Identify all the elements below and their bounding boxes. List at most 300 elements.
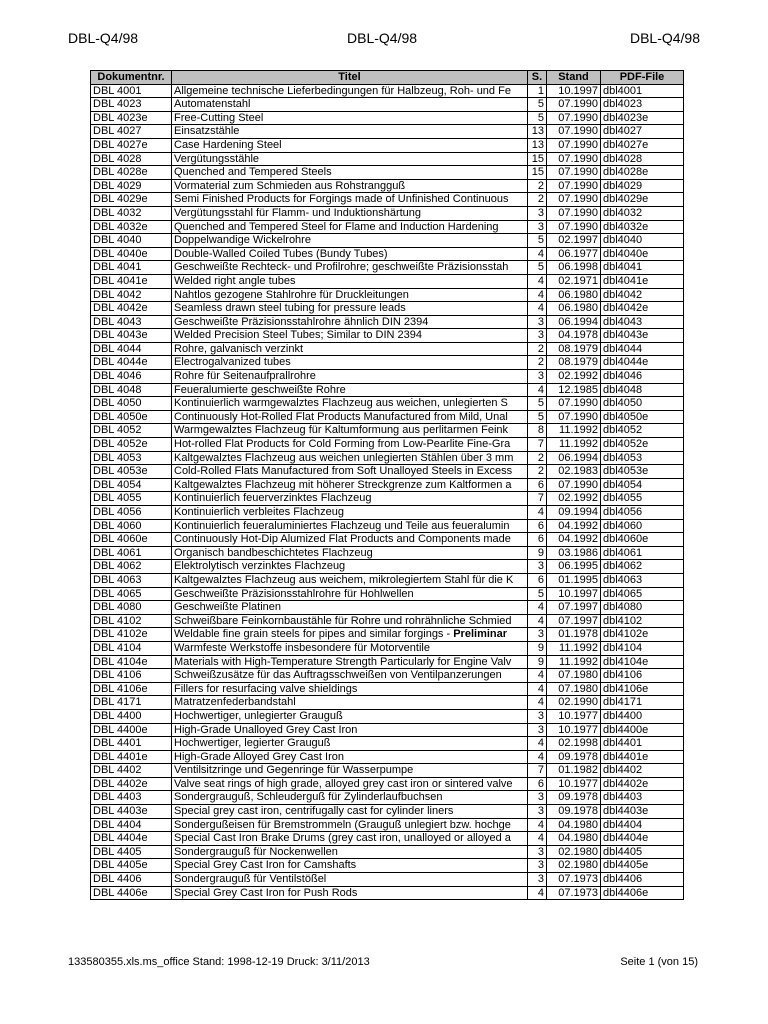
table-row xyxy=(91,845,684,859)
table-row xyxy=(91,125,684,139)
cell-stand: 07.1997 xyxy=(547,601,601,615)
cell-titel: Schweißbare Feinkornbaustähle für Rohre und rohrähnliche Schmied xyxy=(172,614,528,628)
cell-seiten: 3 xyxy=(528,791,547,805)
cell-dokumentnr: DBL 4405e xyxy=(91,859,172,873)
table-row xyxy=(91,274,684,288)
cell-pdf-file: dbl4023 xyxy=(601,98,684,112)
cell-dokumentnr: DBL 4040e xyxy=(91,247,172,261)
cell-dokumentnr: DBL 4032e xyxy=(91,220,172,234)
cell-seiten: 7 xyxy=(528,764,547,778)
cell-titel: Semi Finished Products for Forgings made of Unfinished Continuous xyxy=(172,193,528,207)
cell-dokumentnr: DBL 4104e xyxy=(91,655,172,669)
cell-seiten: 4 xyxy=(528,832,547,846)
cell-titel: Nahtlos gezogene Stahlrohre für Druckleitungen xyxy=(172,288,528,302)
cell-dokumentnr: DBL 4032 xyxy=(91,206,172,220)
cell-seiten: 3 xyxy=(528,370,547,384)
cell-pdf-file: dbl4104 xyxy=(601,641,684,655)
cell-titel: Warmgewalztes Flachzeug für Kaltumformung aus perlitarmen Feink xyxy=(172,424,528,438)
cell-stand: 07.1990 xyxy=(547,125,601,139)
cell-pdf-file: dbl4065 xyxy=(601,587,684,601)
cell-titel: Quenched and Tempered Steels xyxy=(172,166,528,180)
cell-stand: 11.1992 xyxy=(547,655,601,669)
cell-titel: Allgemeine technische Lieferbedingungen für Halbzeug, Roh- und Fe xyxy=(172,84,528,98)
cell-titel: Continuously Hot-Dip Alumized Flat Products and Components made xyxy=(172,533,528,547)
cell-dokumentnr: DBL 4404e xyxy=(91,832,172,846)
cell-dokumentnr: DBL 4001 xyxy=(91,84,172,98)
cell-seiten: 5 xyxy=(528,111,547,125)
table-row xyxy=(91,465,684,479)
table-row xyxy=(91,723,684,737)
cell-seiten: 6 xyxy=(528,533,547,547)
cell-stand: 07.1990 xyxy=(547,152,601,166)
cell-pdf-file: dbl4042e xyxy=(601,302,684,316)
cell-seiten: 6 xyxy=(528,777,547,791)
table-row xyxy=(91,560,684,574)
cell-stand: 09.1978 xyxy=(547,750,601,764)
cell-dokumentnr: DBL 4060e xyxy=(91,533,172,547)
cell-pdf-file: dbl4044 xyxy=(601,342,684,356)
table-row xyxy=(91,206,684,220)
cell-titel: Hochwertiger, legierter Grauguß xyxy=(172,737,528,751)
cell-stand: 01.1982 xyxy=(547,764,601,778)
table-row xyxy=(91,546,684,560)
cell-titel: Kaltgewalztes Flachzeug aus weichen unlegierten Stählen über 3 mm xyxy=(172,451,528,465)
table-row xyxy=(91,397,684,411)
table-row xyxy=(91,288,684,302)
table-row xyxy=(91,873,684,887)
cell-pdf-file: dbl4106 xyxy=(601,669,684,683)
cell-seiten: 9 xyxy=(528,641,547,655)
table-row xyxy=(91,832,684,846)
cell-dokumentnr: DBL 4023 xyxy=(91,98,172,112)
cell-dokumentnr: DBL 4106e xyxy=(91,682,172,696)
cell-dokumentnr: DBL 4043e xyxy=(91,329,172,343)
cell-seiten: 6 xyxy=(528,519,547,533)
cell-seiten: 7 xyxy=(528,492,547,506)
cell-titel: Fillers for resurfacing valve shieldings xyxy=(172,682,528,696)
cell-seiten: 4 xyxy=(528,818,547,832)
footer-page-number: Seite 1 (von 15) xyxy=(620,956,698,968)
cell-seiten: 4 xyxy=(528,274,547,288)
cell-stand: 07.1990 xyxy=(547,138,601,152)
cell-pdf-file: dbl4060 xyxy=(601,519,684,533)
cell-stand: 02.1971 xyxy=(547,274,601,288)
cell-seiten: 5 xyxy=(528,587,547,601)
cell-titel: Hot-rolled Flat Products for Cold Forming from Low-Pearlite Fine-Gra xyxy=(172,438,528,452)
cell-pdf-file: dbl4060e xyxy=(601,533,684,547)
cell-pdf-file: dbl4403 xyxy=(601,791,684,805)
cell-stand: 02.1997 xyxy=(547,234,601,248)
cell-stand: 02.1998 xyxy=(547,737,601,751)
cell-dokumentnr: DBL 4041 xyxy=(91,261,172,275)
cell-stand: 04.1992 xyxy=(547,533,601,547)
cell-seiten: 2 xyxy=(528,465,547,479)
cell-titel: High-Grade Unalloyed Grey Cast Iron xyxy=(172,723,528,737)
cell-pdf-file: dbl4032 xyxy=(601,206,684,220)
cell-seiten: 2 xyxy=(528,193,547,207)
cell-seiten: 4 xyxy=(528,601,547,615)
table-row xyxy=(91,886,684,900)
cell-dokumentnr: DBL 4052e xyxy=(91,438,172,452)
cell-seiten: 3 xyxy=(528,709,547,723)
table-row xyxy=(91,315,684,329)
table-row xyxy=(91,737,684,751)
cell-stand: 02.1992 xyxy=(547,492,601,506)
cell-dokumentnr: DBL 4404 xyxy=(91,818,172,832)
cell-seiten: 4 xyxy=(528,247,547,261)
cell-titel: Special grey cast iron, centrifugally cast for cylinder liners xyxy=(172,805,528,819)
cell-stand: 09.1978 xyxy=(547,805,601,819)
cell-dokumentnr: DBL 4104 xyxy=(91,641,172,655)
cell-titel: Sondergrauguß für Nockenwellen xyxy=(172,845,528,859)
cell-pdf-file: dbl4050e xyxy=(601,410,684,424)
col-header-stand: Stand xyxy=(547,71,601,85)
cell-titel: Feueralumierte geschweißte Rohre xyxy=(172,383,528,397)
cell-stand: 04.1978 xyxy=(547,329,601,343)
cell-pdf-file: dbl4053 xyxy=(601,451,684,465)
cell-pdf-file: dbl4040e xyxy=(601,247,684,261)
cell-dokumentnr: DBL 4401 xyxy=(91,737,172,751)
cell-titel: High-Grade Alloyed Grey Cast Iron xyxy=(172,750,528,764)
cell-titel: Schweißzusätze für das Auftragsschweißen von Ventilpanzerungen xyxy=(172,669,528,683)
cell-pdf-file: dbl4062 xyxy=(601,560,684,574)
cell-dokumentnr: DBL 4065 xyxy=(91,587,172,601)
cell-seiten: 2 xyxy=(528,356,547,370)
cell-titel: Hochwertiger, unlegierter Grauguß xyxy=(172,709,528,723)
cell-pdf-file: dbl4055 xyxy=(601,492,684,506)
cell-pdf-file: dbl4102e xyxy=(601,628,684,642)
cell-dokumentnr: DBL 4102e xyxy=(91,628,172,642)
table-row xyxy=(91,370,684,384)
cell-titel: Geschweißte Rechteck- und Profilrohre; geschweißte Präzisionsstah xyxy=(172,261,528,275)
cell-stand: 09.1994 xyxy=(547,506,601,520)
col-header-titel: Titel xyxy=(172,71,528,85)
cell-titel: Vergütungsstahl für Flamm- und Induktionshärtung xyxy=(172,206,528,220)
cell-pdf-file: dbl4403e xyxy=(601,805,684,819)
cell-stand: 07.1990 xyxy=(547,179,601,193)
table-row xyxy=(91,859,684,873)
cell-stand: 07.1997 xyxy=(547,614,601,628)
cell-stand: 11.1992 xyxy=(547,438,601,452)
cell-stand: 04.1980 xyxy=(547,818,601,832)
cell-titel: Kontinuierlich verbleites Flachzeug xyxy=(172,506,528,520)
table-row xyxy=(91,506,684,520)
cell-pdf-file: dbl4043e xyxy=(601,329,684,343)
cell-stand: 07.1973 xyxy=(547,873,601,887)
cell-titel: Kontinuierlich feuerverzinktes Flachzeug xyxy=(172,492,528,506)
cell-dokumentnr: DBL 4052 xyxy=(91,424,172,438)
cell-seiten: 4 xyxy=(528,696,547,710)
cell-stand: 07.1990 xyxy=(547,397,601,411)
cell-titel: Vormaterial zum Schmieden aus Rohstrangguß xyxy=(172,179,528,193)
cell-titel: Materials with High-Temperature Strength Particularly for Engine Valv xyxy=(172,655,528,669)
cell-seiten: 3 xyxy=(528,628,547,642)
cell-seiten: 13 xyxy=(528,138,547,152)
table-row xyxy=(91,628,684,642)
table-row xyxy=(91,478,684,492)
cell-dokumentnr: DBL 4063 xyxy=(91,573,172,587)
cell-pdf-file: dbl4046 xyxy=(601,370,684,384)
cell-stand: 04.1980 xyxy=(547,832,601,846)
cell-pdf-file: dbl4401e xyxy=(601,750,684,764)
cell-seiten: 2 xyxy=(528,451,547,465)
cell-pdf-file: dbl4032e xyxy=(601,220,684,234)
cell-stand: 07.1990 xyxy=(547,478,601,492)
cell-titel: Rohre für Seitenaufprallrohre xyxy=(172,370,528,384)
cell-dokumentnr: DBL 4050 xyxy=(91,397,172,411)
cell-dokumentnr: DBL 4402e xyxy=(91,777,172,791)
cell-pdf-file: dbl4053e xyxy=(601,465,684,479)
cell-stand: 07.1990 xyxy=(547,166,601,180)
cell-pdf-file: dbl4050 xyxy=(601,397,684,411)
cell-dokumentnr: DBL 4042 xyxy=(91,288,172,302)
cell-dokumentnr: DBL 4042e xyxy=(91,302,172,316)
cell-titel: Electrogalvanized tubes xyxy=(172,356,528,370)
cell-seiten: 6 xyxy=(528,478,547,492)
table-row xyxy=(91,777,684,791)
cell-pdf-file: dbl4052e xyxy=(601,438,684,452)
cell-dokumentnr: DBL 4405 xyxy=(91,845,172,859)
cell-seiten: 4 xyxy=(528,506,547,520)
cell-pdf-file: dbl4044e xyxy=(601,356,684,370)
cell-pdf-file: dbl4063 xyxy=(601,573,684,587)
cell-stand: 10.1977 xyxy=(547,723,601,737)
cell-seiten: 4 xyxy=(528,737,547,751)
cell-seiten: 7 xyxy=(528,438,547,452)
cell-titel: Organisch bandbeschichtetes Flachzeug xyxy=(172,546,528,560)
cell-stand: 10.1977 xyxy=(547,709,601,723)
cell-seiten: 5 xyxy=(528,98,547,112)
cell-pdf-file: dbl4402e xyxy=(601,777,684,791)
cell-dokumentnr: DBL 4044e xyxy=(91,356,172,370)
cell-pdf-file: dbl4052 xyxy=(601,424,684,438)
table-row xyxy=(91,247,684,261)
col-header-seiten: S. xyxy=(528,71,547,85)
cell-dokumentnr: DBL 4400 xyxy=(91,709,172,723)
table-row xyxy=(91,669,684,683)
cell-titel: Automatenstahl xyxy=(172,98,528,112)
cell-titel: Elektrolytisch verzinktes Flachzeug xyxy=(172,560,528,574)
cell-dokumentnr: DBL 4406e xyxy=(91,886,172,900)
cell-seiten: 5 xyxy=(528,234,547,248)
table-row xyxy=(91,533,684,547)
cell-pdf-file: dbl4104e xyxy=(601,655,684,669)
cell-dokumentnr: DBL 4041e xyxy=(91,274,172,288)
cell-titel: Geschweißte Präzisionsstahlrohre ähnlich DIN 2394 xyxy=(172,315,528,329)
cell-dokumentnr: DBL 4046 xyxy=(91,370,172,384)
cell-titel: Kontinuierlich warmgewalztes Flachzeug aus weichen, unlegierten S xyxy=(172,397,528,411)
cell-stand: 06.1980 xyxy=(547,288,601,302)
cell-pdf-file: dbl4400e xyxy=(601,723,684,737)
table-row xyxy=(91,601,684,615)
cell-stand: 01.1978 xyxy=(547,628,601,642)
cell-seiten: 5 xyxy=(528,261,547,275)
cell-seiten: 4 xyxy=(528,886,547,900)
cell-titel: Welded right angle tubes xyxy=(172,274,528,288)
cell-dokumentnr: DBL 4106 xyxy=(91,669,172,683)
table-row xyxy=(91,193,684,207)
table-row xyxy=(91,438,684,452)
cell-stand: 06.1998 xyxy=(547,261,601,275)
cell-seiten: 4 xyxy=(528,302,547,316)
cell-seiten: 2 xyxy=(528,342,547,356)
cell-stand: 07.1990 xyxy=(547,98,601,112)
table-row xyxy=(91,179,684,193)
cell-dokumentnr: DBL 4062 xyxy=(91,560,172,574)
cell-stand: 08.1979 xyxy=(547,356,601,370)
cell-seiten: 4 xyxy=(528,750,547,764)
cell-dokumentnr: DBL 4050e xyxy=(91,410,172,424)
cell-stand: 11.1992 xyxy=(547,641,601,655)
cell-titel: Special Cast Iron Brake Drums (grey cast iron, unalloyed or alloyed a xyxy=(172,832,528,846)
cell-seiten: 3 xyxy=(528,873,547,887)
table-row xyxy=(91,424,684,438)
cell-pdf-file: dbl4404 xyxy=(601,818,684,832)
cell-titel: Vergütungsstähle xyxy=(172,152,528,166)
cell-dokumentnr: DBL 4403 xyxy=(91,791,172,805)
cell-stand: 02.1980 xyxy=(547,859,601,873)
cell-stand: 02.1992 xyxy=(547,370,601,384)
cell-stand: 12.1985 xyxy=(547,383,601,397)
cell-seiten: 3 xyxy=(528,859,547,873)
cell-stand: 10.1997 xyxy=(547,587,601,601)
cell-titel: Case Hardening Steel xyxy=(172,138,528,152)
cell-pdf-file: dbl4406e xyxy=(601,886,684,900)
table-row xyxy=(91,234,684,248)
cell-stand: 07.1980 xyxy=(547,669,601,683)
cell-pdf-file: dbl4041 xyxy=(601,261,684,275)
cell-pdf-file: dbl4102 xyxy=(601,614,684,628)
cell-stand: 07.1990 xyxy=(547,193,601,207)
cell-dokumentnr: DBL 4027e xyxy=(91,138,172,152)
cell-pdf-file: dbl4048 xyxy=(601,383,684,397)
cell-dokumentnr: DBL 4053e xyxy=(91,465,172,479)
col-header-pdf-file: PDF-File xyxy=(601,71,684,85)
cell-stand: 07.1990 xyxy=(547,410,601,424)
cell-stand: 03.1986 xyxy=(547,546,601,560)
cell-titel: Seamless drawn steel tubing for pressure leads xyxy=(172,302,528,316)
cell-pdf-file: dbl4027 xyxy=(601,125,684,139)
cell-titel: Sondergrauguß für Ventilstößel xyxy=(172,873,528,887)
cell-seiten: 3 xyxy=(528,206,547,220)
cell-dokumentnr: DBL 4028 xyxy=(91,152,172,166)
table-row xyxy=(91,84,684,98)
cell-seiten: 4 xyxy=(528,669,547,683)
cell-seiten: 3 xyxy=(528,220,547,234)
cell-stand: 02.1980 xyxy=(547,845,601,859)
cell-dokumentnr: DBL 4029 xyxy=(91,179,172,193)
cell-seiten: 3 xyxy=(528,723,547,737)
cell-seiten: 5 xyxy=(528,410,547,424)
cell-seiten: 3 xyxy=(528,329,547,343)
cell-titel: Cold-Rolled Flats Manufactured from Soft Unalloyed Steels in Excess xyxy=(172,465,528,479)
cell-pdf-file: dbl4040 xyxy=(601,234,684,248)
cell-titel: Kontinuierlich feueraluminiertes Flachzeug und Teile aus feueralumin xyxy=(172,519,528,533)
cell-titel: Welded Precision Steel Tubes; Similar to DIN 2394 xyxy=(172,329,528,343)
cell-seiten: 4 xyxy=(528,288,547,302)
cell-stand: 02.1983 xyxy=(547,465,601,479)
cell-stand: 07.1973 xyxy=(547,886,601,900)
cell-dokumentnr: DBL 4402 xyxy=(91,764,172,778)
table-row xyxy=(91,356,684,370)
cell-pdf-file: dbl4028e xyxy=(601,166,684,180)
cell-dokumentnr: DBL 4048 xyxy=(91,383,172,397)
cell-titel: Special Grey Cast Iron for Camshafts xyxy=(172,859,528,873)
cell-seiten: 4 xyxy=(528,682,547,696)
cell-dokumentnr: DBL 4080 xyxy=(91,601,172,615)
cell-pdf-file: dbl4080 xyxy=(601,601,684,615)
cell-pdf-file: dbl4400 xyxy=(601,709,684,723)
cell-titel: Kaltgewalztes Flachzeug mit höherer Streckgrenze zum Kaltformen a xyxy=(172,478,528,492)
cell-stand: 07.1990 xyxy=(547,220,601,234)
cell-titel: Sondergußeisen für Bremstrommeln (Grauguß unlegiert bzw. hochge xyxy=(172,818,528,832)
table-header-row xyxy=(91,71,684,85)
cell-dokumentnr: DBL 4043 xyxy=(91,315,172,329)
cell-dokumentnr: DBL 4102 xyxy=(91,614,172,628)
table-row xyxy=(91,696,684,710)
cell-titel: Warmfeste Werkstoffe insbesondere für Motorventile xyxy=(172,641,528,655)
cell-titel: Matratzenfederbandstahl xyxy=(172,696,528,710)
table-row xyxy=(91,138,684,152)
cell-pdf-file: dbl4056 xyxy=(601,506,684,520)
cell-dokumentnr: DBL 4403e xyxy=(91,805,172,819)
cell-titel: Sondergrauguß, Schleuderguß für Zylinderlaufbuchsen xyxy=(172,791,528,805)
cell-seiten: 15 xyxy=(528,166,547,180)
cell-pdf-file: dbl4406 xyxy=(601,873,684,887)
cell-titel: Kaltgewalztes Flachzeug aus weichem, mikrolegiertem Stahl für die K xyxy=(172,573,528,587)
cell-pdf-file: dbl4041e xyxy=(601,274,684,288)
table-row xyxy=(91,519,684,533)
table-row xyxy=(91,329,684,343)
cell-stand: 10.1997 xyxy=(547,84,601,98)
cell-stand: 10.1977 xyxy=(547,777,601,791)
cell-pdf-file: dbl4405e xyxy=(601,859,684,873)
cell-dokumentnr: DBL 4028e xyxy=(91,166,172,180)
table-row xyxy=(91,302,684,316)
cell-dokumentnr: DBL 4171 xyxy=(91,696,172,710)
cell-dokumentnr: DBL 4044 xyxy=(91,342,172,356)
cell-titel: Rohre, galvanisch verzinkt xyxy=(172,342,528,356)
table-row xyxy=(91,682,684,696)
cell-pdf-file: dbl4061 xyxy=(601,546,684,560)
table-row xyxy=(91,166,684,180)
table-row xyxy=(91,451,684,465)
cell-titel: Free-Cutting Steel xyxy=(172,111,528,125)
cell-stand: 06.1995 xyxy=(547,560,601,574)
cell-dokumentnr: DBL 4401e xyxy=(91,750,172,764)
table-row xyxy=(91,98,684,112)
cell-titel: Geschweißte Präzisionsstahlrohre für Hohlwellen xyxy=(172,587,528,601)
cell-dokumentnr: DBL 4040 xyxy=(91,234,172,248)
cell-titel: Geschweißte Platinen xyxy=(172,601,528,615)
cell-stand: 06.1980 xyxy=(547,302,601,316)
cell-stand: 02.1990 xyxy=(547,696,601,710)
table-row xyxy=(91,655,684,669)
cell-pdf-file: dbl4042 xyxy=(601,288,684,302)
table-row xyxy=(91,220,684,234)
cell-seiten: 8 xyxy=(528,424,547,438)
cell-dokumentnr: DBL 4060 xyxy=(91,519,172,533)
cell-titel: Quenched and Tempered Steel for Flame and Induction Hardening xyxy=(172,220,528,234)
table-row xyxy=(91,614,684,628)
cell-dokumentnr: DBL 4029e xyxy=(91,193,172,207)
table-row xyxy=(91,410,684,424)
cell-pdf-file: dbl4027e xyxy=(601,138,684,152)
cell-dokumentnr: DBL 4027 xyxy=(91,125,172,139)
cell-seiten: 3 xyxy=(528,805,547,819)
cell-seiten: 9 xyxy=(528,655,547,669)
cell-titel: Weldable fine grain steels for pipes and similar forgings - Preliminar xyxy=(172,628,528,642)
